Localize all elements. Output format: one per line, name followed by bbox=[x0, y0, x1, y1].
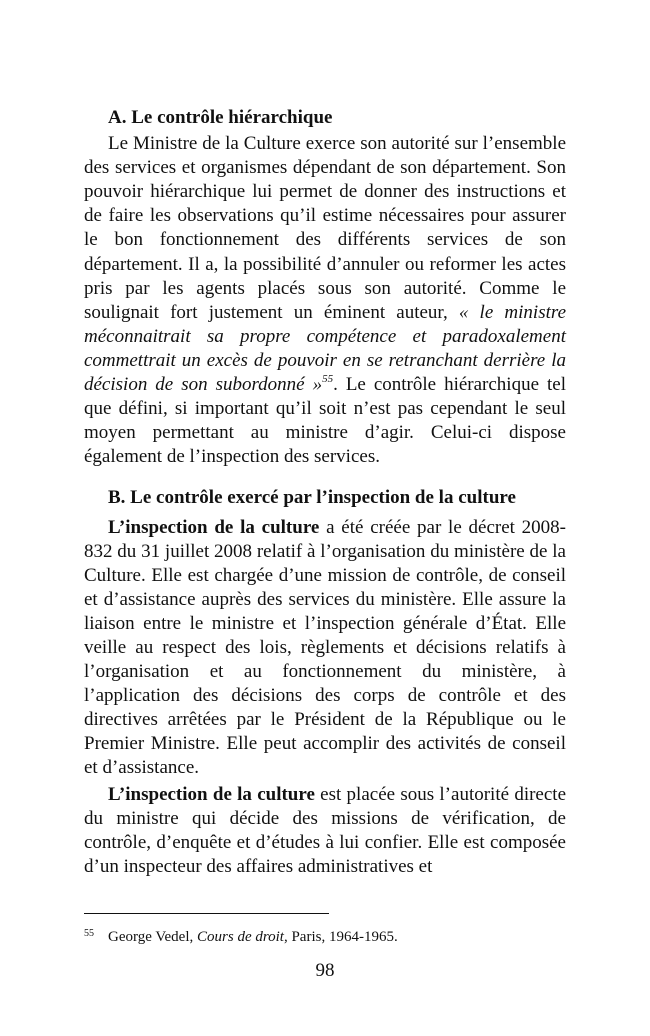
footnote-number: 55 bbox=[84, 928, 94, 939]
paragraph-text: Le Ministre de la Culture exerce son autorité sur l’ensemble des services et organismes dépendant de son département. Son pouvoir hiérarchique lui permet de donner des instructions et de faire les observations qu’il estime nécessaires pour assurer le bon fonctionnement des différents services de son département. Il a, la possibilité d’annuler ou reformer les actes pris par les agents placés sous son autorité. Comme le soulignait fort justement un éminent auteur, bbox=[84, 133, 566, 323]
section-a-paragraph bbox=[84, 132, 566, 469]
footnote-separator bbox=[84, 913, 329, 914]
footnote-title: Cours de droit bbox=[197, 929, 284, 945]
paragraph-text-continued: . Le contrôle hiérarchique tel que défini, si important qu’il soit n’est pas cependant le seul moyen permettant au ministre d’agir. Celui-ci dispose également de l’inspection des services. bbox=[84, 374, 566, 468]
footnote-rest: , Paris, 1964-1965. bbox=[283, 929, 398, 945]
section-b-heading: B. Le contrôle exercé par l’inspection de la culture bbox=[108, 487, 516, 509]
footnote-reference[interactable]: 55 bbox=[322, 373, 334, 386]
footnote bbox=[84, 924, 566, 947]
section-b-paragraph-2 bbox=[84, 783, 566, 879]
paragraph-text: a été créée par le décret 2008-832 du 31 juillet 2008 relatif à l’organisation du ministère de la Culture. Elle est chargée d’une mission de contrôle, de conseil et d’assistance auprès des services du ministère. Elle assure la liaison entre le ministre et l’inspection générale d’État. Elle veille au respect des lois, règlements et décisions relatifs à l’organisation et au fonctionnement du ministère, à l’application des décisions des corps de contrôle et des directives arrêtées par le Président de la République ou le Premier Ministre. Elle peut accomplir des activités de conseil et d’assistance. bbox=[84, 516, 567, 779]
section-a-heading: A. Le contrôle hiérarchique bbox=[108, 107, 333, 128]
body-text bbox=[84, 106, 566, 879]
page-number: 98 bbox=[315, 960, 335, 981]
paragraph-text: est placée sous l’autorité directe du ministre qui décide des missions de vérification, de contrôle, d’enquête et d’études à lui confier. Elle est composée d’un inspecteur des affaires administratives et bbox=[84, 783, 566, 877]
section-b-paragraph-1 bbox=[84, 516, 566, 781]
bold-lead: L’inspection de la culture bbox=[108, 516, 320, 538]
bold-lead: L’inspection de la culture bbox=[108, 783, 315, 805]
quotation: « le ministre méconnaitrait sa propre compétence et paradoxalement commettrait un excès de pouvoir en se retranchant derrière la décision de son subordonné » bbox=[84, 301, 566, 396]
footnote-author: George Vedel, bbox=[108, 929, 198, 945]
